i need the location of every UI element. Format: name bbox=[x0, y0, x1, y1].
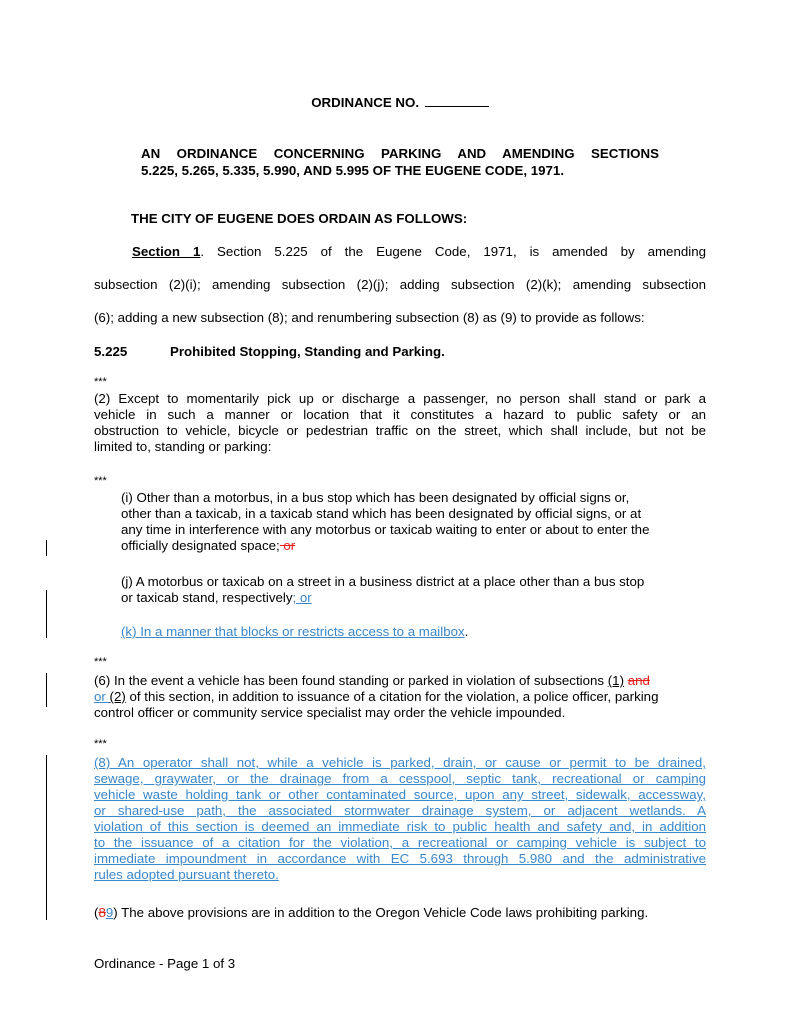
omission-marker: *** bbox=[94, 475, 107, 487]
paragraph-2: (2) Except to momentarily pick up or discharge a passenger, no person shall stand or park a vehicle in such a manner or location that it constitutes a hazard to public safety or an obstruction to vehicle, bicycle or pedestrian traffic on the street, which shall include, but not be limited to, standing or parking: bbox=[94, 391, 706, 454]
ordinance-number-blank bbox=[425, 94, 489, 107]
omission-marker: *** bbox=[94, 738, 107, 750]
deleted-text: or bbox=[279, 538, 296, 553]
ordinance-title bbox=[0, 94, 800, 110]
ordinance-subtitle bbox=[141, 145, 659, 179]
paragraph-6: (6) In the event a vehicle has been found standing or parked in violation of subsections (1) and or (2) of this section, in addition to issuance of a citation for the violation, a police officer, parking control officer or community service specialist may order the vehicle impounded. bbox=[94, 673, 659, 720]
ordinance-title-text: ORDINANCE NO. bbox=[311, 95, 420, 110]
section-1-line-1 bbox=[94, 244, 706, 260]
subsection-j: (j) A motorbus or taxicab on a street in a business district at a place other than a bus stop or taxicab stand, respectively; or bbox=[121, 574, 645, 605]
ordain-statement: THE CITY OF EUGENE DOES ORDAIN AS FOLLOWS: bbox=[131, 211, 468, 226]
section-1-text-1: . Section 5.225 of the Eugene Code, 1971, is amended by amending bbox=[200, 244, 706, 259]
subsection-8-inserted: (8) An operator shall not, while a vehicle is parked, drain, or cause or permit to be drained, sewage, graywater, or the drainage from a cesspool, septic tank, recreational or camping vehicle waste holding tank or other contaminated source, upon any street, sidewalk, accessway, or shared-use path, the associated stormwater drainage system, or adjacent wetlands. A violation of this section is deemed an immediate risk to public health and safety and, in addition to the issuance of a citation for the violation, a recreational or camping vehicle is subject to immediate impoundment in accordance with EC 5.693 through 5.980 and the administrative rules adopted pursuant thereto. bbox=[94, 755, 706, 882]
omission-marker: *** bbox=[94, 376, 107, 388]
section-1-label: Section 1 bbox=[132, 244, 201, 259]
deleted-text: 8 bbox=[98, 905, 106, 920]
section-1-line-2: subsection (2)(i); amending subsection (2)(j); adding subsection (2)(k); amending subsection bbox=[94, 277, 706, 292]
section-heading bbox=[94, 344, 445, 359]
inserted-text: ; or bbox=[292, 590, 312, 605]
change-bar bbox=[46, 540, 47, 556]
subtitle-line-1: AN ORDINANCE CONCERNING PARKING AND AMENDING SECTIONS bbox=[141, 146, 659, 161]
subtitle-line-2: 5.225, 5.265, 5.335, 5.990, AND 5.995 OF THE EUGENE CODE, 1971. bbox=[141, 163, 565, 178]
page-footer: Ordinance - Page 1 of 3 bbox=[94, 956, 236, 971]
deleted-text: and bbox=[627, 673, 650, 688]
inserted-text: (k) In a manner that blocks or restricts access to a mailbox bbox=[121, 624, 465, 639]
change-bar bbox=[46, 755, 47, 920]
inserted-text: 9 bbox=[105, 905, 114, 920]
section-heading-text: Prohibited Stopping, Standing and Parking. bbox=[170, 344, 445, 359]
subsection-9: (89) The above provisions are in addition to the Oregon Vehicle Code laws prohibiting parking. bbox=[94, 905, 649, 920]
section-1-line-3: (6); adding a new subsection (8); and renumbering subsection (8) as (9) to provide as follows: bbox=[94, 310, 645, 325]
omission-marker: *** bbox=[94, 656, 107, 668]
subsection-i: (i) Other than a motorbus, in a bus stop which has been designated by official signs or, other than a taxicab, in a taxicab stand which has been designated by official signs, or at any time in interference with any motorbus or taxicab waiting to enter or about to enter the officially designated space; or bbox=[121, 490, 650, 553]
inserted-text: or bbox=[94, 689, 110, 704]
section-heading-number: 5.225 bbox=[94, 344, 128, 359]
subsection-k: (k) In a manner that blocks or restricts access to a mailbox. bbox=[121, 624, 469, 639]
change-bar bbox=[46, 673, 47, 707]
change-bar bbox=[46, 590, 47, 638]
